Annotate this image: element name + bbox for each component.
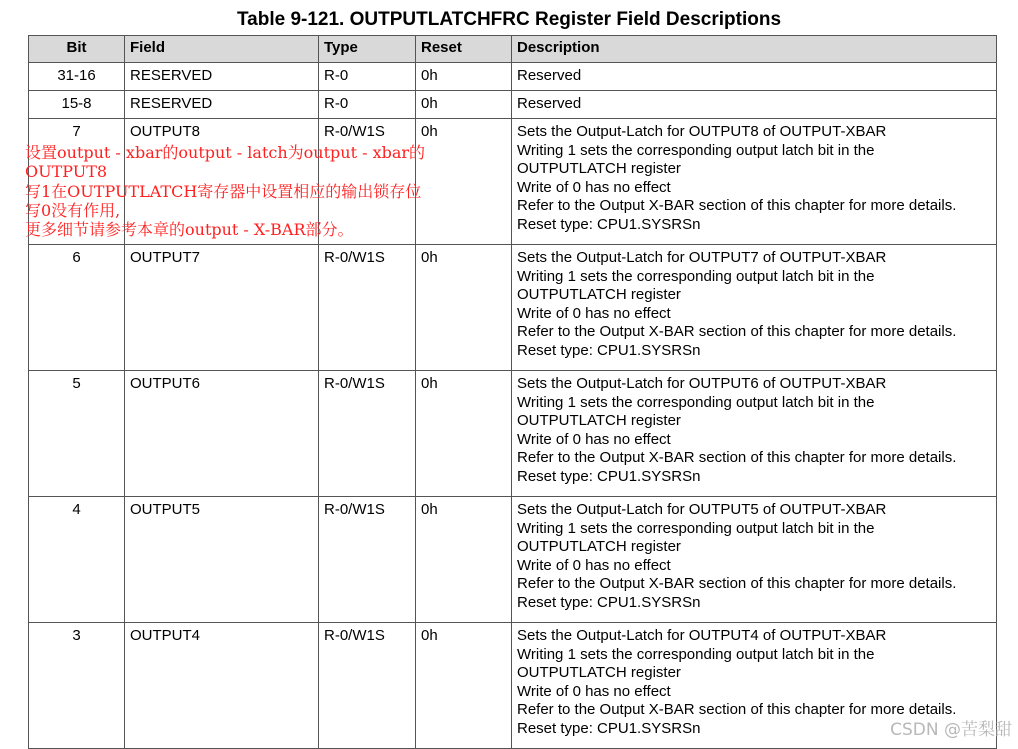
description-line: Sets the Output-Latch for OUTPUT8 of OUTPUT-XBAR — [517, 123, 887, 140]
table-row — [29, 63, 997, 91]
description-line: Reserved — [517, 67, 582, 84]
description-line: Reset type: CPU1.SYSRSn — [517, 719, 701, 737]
cell-reset: 0h — [416, 497, 512, 623]
annotation-line: 写1在OUTPUTLATCH寄存器中设置相应的输出锁存位 — [25, 181, 422, 201]
description-line: Write of 0 has no effect — [517, 430, 671, 448]
description-line: Refer to the Output X-BAR section of this chapter for more details. — [517, 197, 957, 215]
description-line: Refer to the Output X-BAR section of this chapter for more details. — [517, 323, 957, 341]
cell-description — [512, 119, 997, 245]
description-line: Write of 0 has no effect — [517, 304, 671, 322]
cell-description — [512, 91, 997, 119]
table-header-row — [29, 36, 997, 63]
annotation-line: 设置output - xbar的output - latch为output - xbar的 — [25, 143, 426, 162]
cell-bit: 31-16 — [29, 63, 125, 91]
header-bit: Bit — [29, 36, 125, 63]
annotation-line: OUTPUT8 — [25, 162, 108, 182]
description-line: Write of 0 has no effect — [517, 178, 671, 196]
description-line: Sets the Output-Latch for OUTPUT7 of OUTPUT-XBAR — [517, 249, 887, 266]
cell-description — [512, 245, 997, 371]
description-line: Reset type: CPU1.SYSRSn — [517, 593, 701, 611]
header-type: Type — [319, 36, 416, 63]
cell-field: OUTPUT8 — [125, 119, 319, 245]
cell-type: R-0/W1S — [319, 245, 416, 371]
cell-bit: 7 — [29, 119, 125, 245]
description-line: OUTPUTLATCH register — [517, 160, 681, 178]
description-line: Write of 0 has no effect — [517, 682, 671, 700]
description-line: Write of 0 has no effect — [517, 556, 671, 574]
description-line: Writing 1 sets the corresponding output latch bit in the — [517, 141, 875, 159]
description-line: Writing 1 sets the corresponding output latch bit in the — [517, 393, 875, 411]
cell-field: OUTPUT5 — [125, 497, 319, 623]
description-line: Refer to the Output X-BAR section of this chapter for more details. — [517, 701, 957, 719]
annotation-line: 更多细节请参考本章的output - X-BAR部分。 — [25, 220, 354, 240]
cell-type: R-0/W1S — [319, 623, 416, 749]
header-reset: Reset — [416, 36, 512, 63]
annotation-line: 写0没有作用, — [25, 200, 121, 220]
cell-field: RESERVED — [125, 63, 319, 91]
header-field: Field — [125, 36, 319, 63]
cell-field: OUTPUT7 — [125, 245, 319, 371]
cell-field: RESERVED — [125, 91, 319, 119]
cell-bit: 5 — [29, 371, 125, 497]
cell-field: OUTPUT6 — [125, 371, 319, 497]
cell-reset: 0h — [416, 371, 512, 497]
table-row — [29, 371, 997, 497]
cell-reset: 0h — [416, 119, 512, 245]
cell-bit: 4 — [29, 497, 125, 623]
watermark: CSDN @苦梨甜 — [890, 720, 1012, 740]
description-line: Sets the Output-Latch for OUTPUT4 of OUTPUT-XBAR — [517, 627, 887, 644]
description-line: Reset type: CPU1.SYSRSn — [517, 215, 701, 233]
cell-description — [512, 497, 997, 623]
cell-type: R-0 — [319, 91, 416, 119]
table-row — [29, 497, 997, 623]
cell-type: R-0/W1S — [319, 119, 416, 245]
cell-field: OUTPUT4 — [125, 623, 319, 749]
description-line: OUTPUTLATCH register — [517, 538, 681, 556]
cell-bit: 3 — [29, 623, 125, 749]
table-row — [29, 119, 997, 245]
header-description: Description — [512, 36, 997, 63]
cell-type: R-0/W1S — [319, 371, 416, 497]
table-row — [29, 623, 997, 749]
description-line: Sets the Output-Latch for OUTPUT6 of OUTPUT-XBAR — [517, 375, 887, 392]
cell-type: R-0 — [319, 63, 416, 91]
cell-reset: 0h — [416, 245, 512, 371]
cell-reset: 0h — [416, 63, 512, 91]
description-line: Refer to the Output X-BAR section of this chapter for more details. — [517, 449, 957, 467]
description-line: Refer to the Output X-BAR section of this chapter for more details. — [517, 575, 957, 593]
description-line: OUTPUTLATCH register — [517, 286, 681, 304]
register-field-table — [28, 35, 997, 749]
cell-description — [512, 371, 997, 497]
table-title: Table 9-121. OUTPUTLATCHFRC Register Field Descriptions — [236, 9, 782, 30]
description-line: Writing 1 sets the corresponding output latch bit in the — [517, 645, 875, 663]
description-line: Sets the Output-Latch for OUTPUT5 of OUTPUT-XBAR — [517, 501, 887, 518]
description-line: Writing 1 sets the corresponding output latch bit in the — [517, 519, 875, 537]
cell-type: R-0/W1S — [319, 497, 416, 623]
description-line: Writing 1 sets the corresponding output latch bit in the — [517, 267, 875, 285]
description-line: Reserved — [517, 95, 582, 112]
cell-description — [512, 63, 997, 91]
description-line: Reset type: CPU1.SYSRSn — [517, 467, 701, 485]
cell-reset: 0h — [416, 623, 512, 749]
cell-reset: 0h — [416, 91, 512, 119]
table-row — [29, 91, 997, 119]
description-line: OUTPUTLATCH register — [517, 664, 681, 682]
description-line: OUTPUTLATCH register — [517, 412, 681, 430]
cell-bit: 15-8 — [29, 91, 125, 119]
description-line: Reset type: CPU1.SYSRSn — [517, 341, 701, 359]
table-row — [29, 245, 997, 371]
cell-bit: 6 — [29, 245, 125, 371]
